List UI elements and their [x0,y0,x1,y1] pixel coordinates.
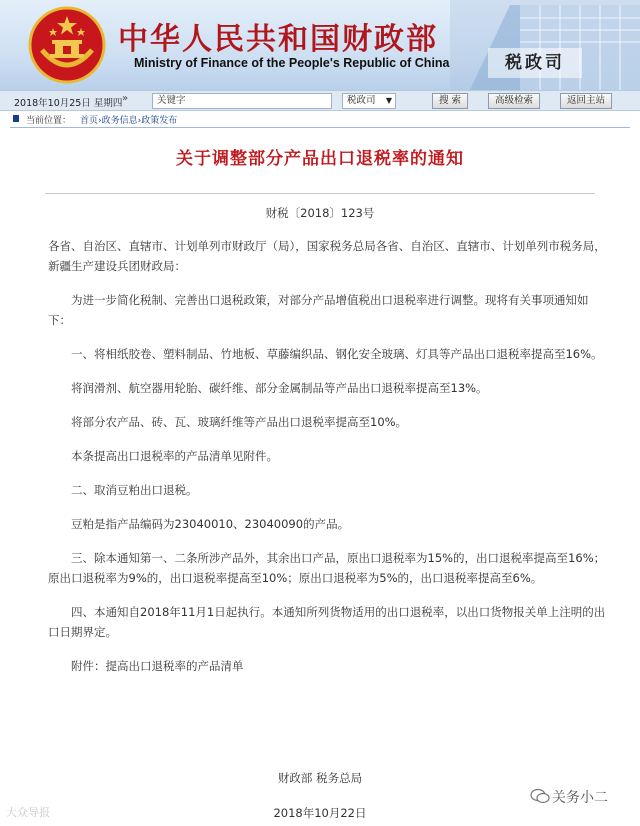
breadcrumb-policy-link[interactable]: 政策发布 [141,116,178,126]
document-signatory: 财政部 税务总局 [277,771,363,785]
breadcrumb-separator: › [137,116,142,126]
title-divider [45,193,595,194]
watermark-right: 关务小二 [552,790,608,806]
wechat-icon [530,788,550,804]
return-home-button[interactable]: 返回主站 [560,93,612,109]
department-label: 税政司 [488,48,582,78]
breadcrumb [0,112,640,126]
ministry-title-cn: 中华人民共和国财政部 [118,22,438,57]
paragraph-item-1: 一、将相纸胶卷、塑料制品、竹地板、草藤编织品、钢化安全玻璃、灯具等产品出口退税率提高至16%。 [71,347,603,361]
double-arrow-icon: » [122,93,129,104]
breadcrumb-info-link[interactable]: 政务信息 [101,116,138,126]
paragraph-attachment[interactable]: 附件：提高出口退税率的产品清单 [71,659,244,673]
breadcrumb-separator: › [98,116,102,126]
paragraph-item-1c: 将部分农产品、砖、瓦、玻璃纤维等产品出口退税率提高至10%。 [71,415,408,429]
national-emblem-icon [28,6,106,84]
current-date: 2018年10月25日 星期四 [14,98,123,109]
paragraph-item-1d: 本条提高出口退税率的产品清单见附件。 [71,449,278,463]
keyword-input[interactable]: 关键字 [152,93,332,109]
breadcrumb-home-link[interactable]: 首页 [80,116,99,126]
document-number: 财税〔2018〕123号 [265,206,375,220]
document-date: 2018年10月22日 [273,806,367,820]
paragraph-item-2: 二、取消豆粕出口退税。 [71,483,198,497]
site-banner [0,0,640,90]
paragraph-item-3: 三、除本通知第一、二条所涉产品外，其余出口产品，原出口退税率为15%的，出口退税率提高至16%；原出口退税率为9%的，出口退税率提高至10%；原出口退税率为5%的，出口退税率提高至6%。 [48,551,606,585]
breadcrumb-divider [10,127,630,128]
paragraph-item-4: 四、本通知自2018年11月1日起执行。本通知所列货物适用的出口退税率，以出口货物报关单上注明的出口日期界定。 [48,605,606,639]
search-bar [0,90,640,111]
location-marker-icon [12,114,20,123]
breadcrumb-label: 当前位置： [26,116,72,126]
department-select-value: 税政司 [347,95,376,106]
paragraph-addressees: 各省、自治区、直辖市、计划单列市财政厅（局），国家税务总局各省、自治区、直辖市、计划单列市税务局，新疆生产建设兵团财政局： [48,239,606,273]
watermark-left: 大众导报 [6,806,50,819]
search-button[interactable]: 搜 索 [432,93,468,109]
document-title: 关于调整部分产品出口退税率的通知 [176,149,464,169]
paragraph-item-2b: 豆粕是指产品编码为23040010、23040090的产品。 [71,517,350,531]
ministry-title-en: Ministry of Finance of the People's Republic of China [134,56,450,70]
paragraph-item-1b: 将润滑剂、航空器用轮胎、碳纤维、部分金属制品等产品出口退税率提高至13%。 [71,381,488,395]
advanced-search-button[interactable]: 高级检索 [488,93,540,109]
document-body [48,236,608,690]
chevron-down-icon: ▼ [385,96,392,105]
department-select[interactable] [342,93,396,109]
paragraph-intro: 为进一步简化税制、完善出口退税政策，对部分产品增值税出口退税率进行调整。现将有关事项通知如下： [48,293,589,327]
breadcrumb-path [80,113,177,126]
